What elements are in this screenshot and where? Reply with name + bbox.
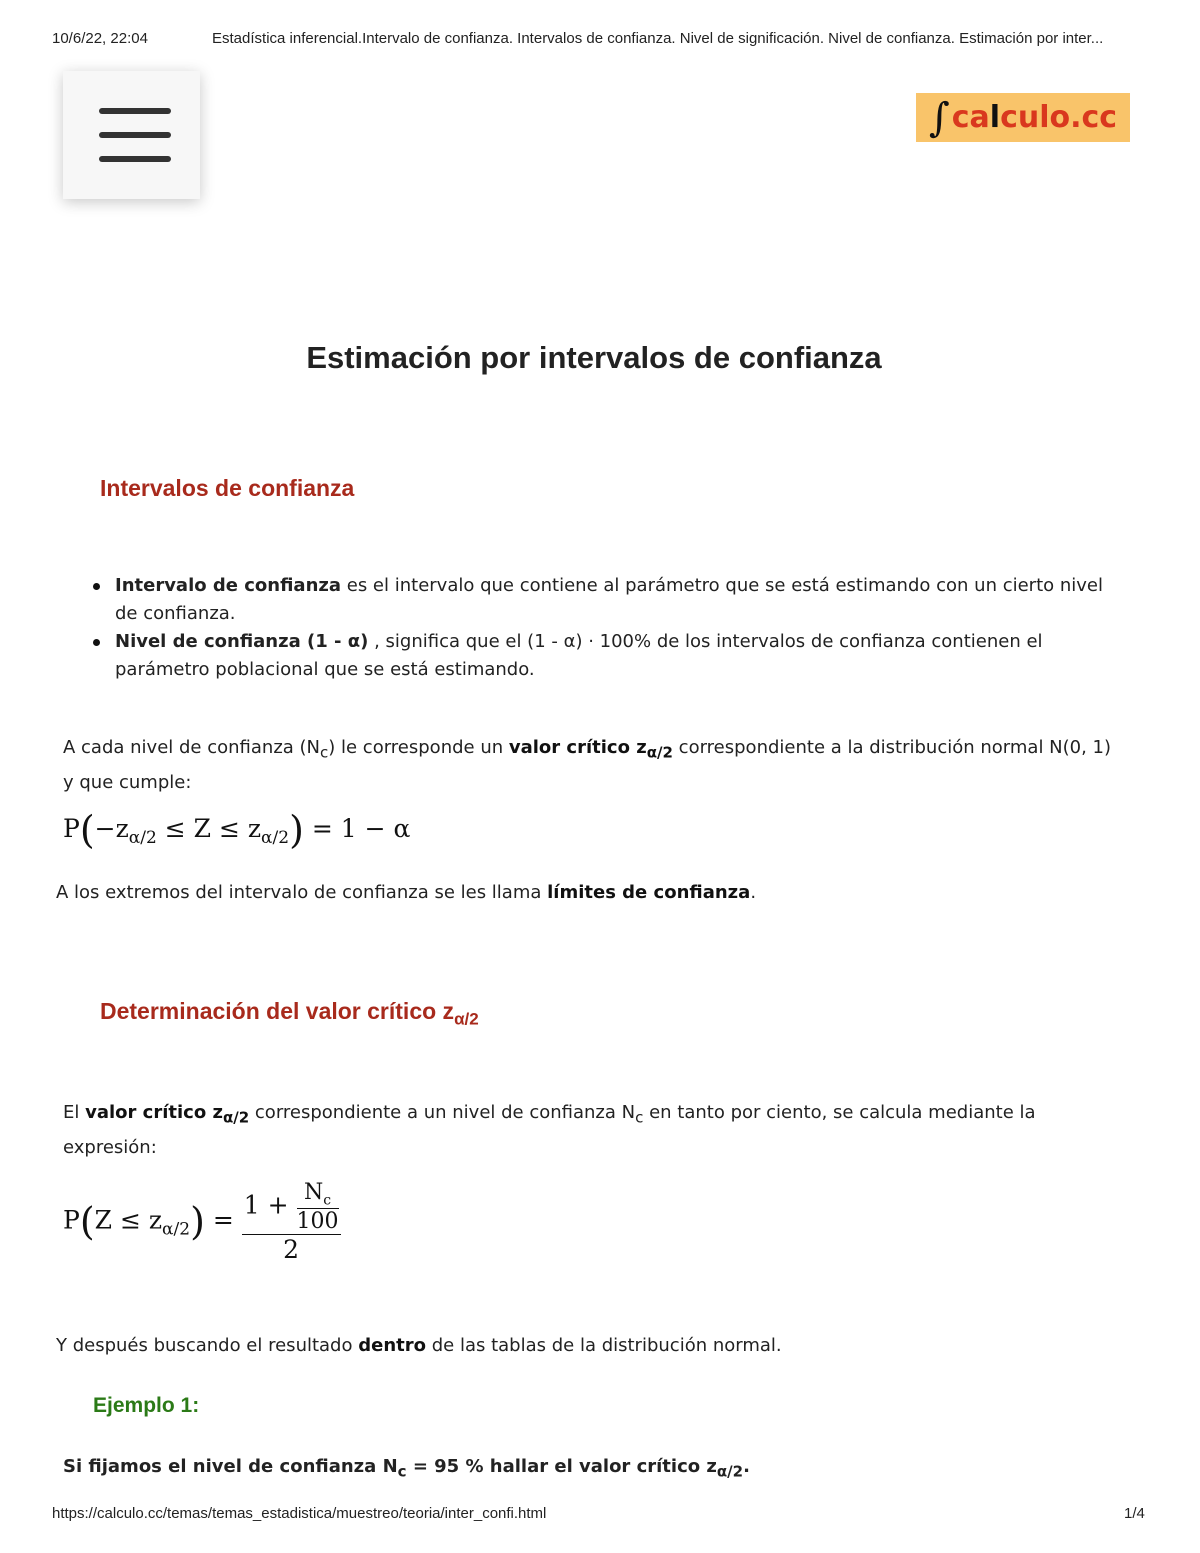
formula-sub: α/2 — [162, 1219, 191, 1240]
bold-term: límites de confianza — [547, 882, 751, 903]
section-heading-intervalos: Intervalos de confianza — [100, 475, 355, 501]
subscript: c — [320, 743, 329, 762]
formula-p: P — [63, 1205, 80, 1235]
paragraph-expresion — [63, 1098, 1123, 1163]
section-heading-determinacion — [100, 998, 479, 1030]
text: Si fijamos el nivel de confianza N — [63, 1456, 398, 1477]
heading-text: Determinación del valor crítico z — [100, 998, 455, 1024]
print-datetime: 10/6/22, 22:04 — [52, 30, 148, 47]
print-page-title: Estadística inferencial.Intervalo de confianza. Intervalos de confianza. Nivel de significación. Nivel de confianza. Estimación por inter... — [212, 30, 1104, 47]
integral-icon: ∫ — [928, 94, 950, 141]
formula-inner: Z ≤ z — [94, 1205, 163, 1235]
formula-probability-interval: $P(-z_{\alpha/2} \le Z \le z_{\alpha/2}) = 1 - \alpha$ — [63, 808, 411, 852]
menu-button[interactable] — [63, 71, 200, 199]
text: correspondiente a un nivel de confianza N — [249, 1102, 636, 1123]
bold-term: dentro — [358, 1335, 426, 1356]
subscript: c — [323, 1192, 332, 1209]
subscript: c — [397, 1462, 407, 1481]
print-page-number: 1/4 — [1124, 1505, 1145, 1522]
paragraph-limites — [56, 878, 1116, 908]
list-item — [63, 628, 1123, 684]
def-nivel: , significa que el (1 - α) · 100% de los intervalos de confianza contienen el parámetro poblacional que se está estimando. — [115, 631, 1043, 680]
text: Y después buscando el resultado — [56, 1335, 359, 1356]
fraction-denominator: 2 — [283, 1235, 300, 1265]
formula-neg-z: −z — [94, 814, 129, 843]
subscript: α/2 — [222, 1108, 250, 1127]
formula-le: ≤ Z ≤ z — [156, 814, 262, 843]
term-nivel: Nivel de confianza (1 - α) — [115, 631, 369, 652]
text: . — [743, 1456, 750, 1477]
formula-critical-value: $P(Z \le z_{\alpha/2})$ = 1 + $\frac{N_c}{100}$ 2 — [63, 1180, 339, 1265]
formula-eq: = — [204, 1205, 242, 1235]
paragraph-tablas — [56, 1331, 1116, 1361]
formula-sub: α/2 — [128, 828, 157, 848]
hamburger-bar — [99, 156, 171, 162]
text: El — [63, 1102, 86, 1123]
formula-sub: α/2 — [261, 828, 290, 848]
logo-text-a: ca — [951, 100, 990, 135]
hamburger-menu-icon — [99, 108, 171, 114]
hamburger-bar — [99, 132, 171, 138]
print-url: https://calculo.cc/temas/temas_estadistica/muestreo/teoria/inter_confi.html — [52, 1505, 547, 1522]
example-heading: Ejemplo 1: — [93, 1394, 200, 1417]
inner-fraction — [297, 1180, 339, 1234]
subscript: α/2 — [454, 1009, 479, 1029]
subscript: c — [635, 1108, 644, 1127]
subscript: α/2 — [646, 743, 673, 762]
definitions-list — [63, 572, 1123, 684]
paragraph-valor-critico — [63, 733, 1123, 798]
formula-rhs: = 1 − α — [303, 814, 411, 843]
text: A los extremos del intervalo de confianza se les llama — [56, 882, 548, 903]
formula-p: P — [63, 814, 80, 843]
logo-text-c: culo.cc — [1000, 100, 1118, 135]
site-logo[interactable] — [916, 93, 1130, 142]
text: A cada nivel de confianza (N — [63, 737, 321, 758]
text: . — [750, 882, 757, 903]
example-statement — [63, 1452, 1123, 1487]
formula-fraction — [242, 1180, 341, 1264]
list-item — [63, 572, 1123, 628]
text: de las tablas de la distribución normal. — [426, 1335, 782, 1356]
one-plus: 1 + — [243, 1190, 297, 1220]
text: = 95 % hallar el valor crítico z — [406, 1456, 717, 1477]
text: en tanto por ciento, se calcula mediante la expresión: — [63, 1102, 1036, 1158]
text: correspondiente a la distribución normal N(0, 1) y que cumple: — [63, 737, 1112, 793]
def-intervalo: es el intervalo que contiene al parámetro que se está estimando con un cierto nivel de confianza. — [115, 575, 1103, 624]
hundred: 100 — [296, 1209, 339, 1235]
bold-term: valor crítico z — [508, 737, 647, 758]
page-title: Estimación por intervalos de confianza — [306, 340, 882, 375]
text: ) le corresponde un — [328, 737, 509, 758]
bold-term: valor crítico z — [85, 1102, 223, 1123]
fraction-numerator — [242, 1180, 341, 1235]
nc: N — [303, 1180, 324, 1205]
logo-text-b: l — [989, 100, 1001, 135]
subscript: α/2 — [716, 1462, 744, 1481]
term-intervalo: Intervalo de confianza — [115, 575, 342, 596]
